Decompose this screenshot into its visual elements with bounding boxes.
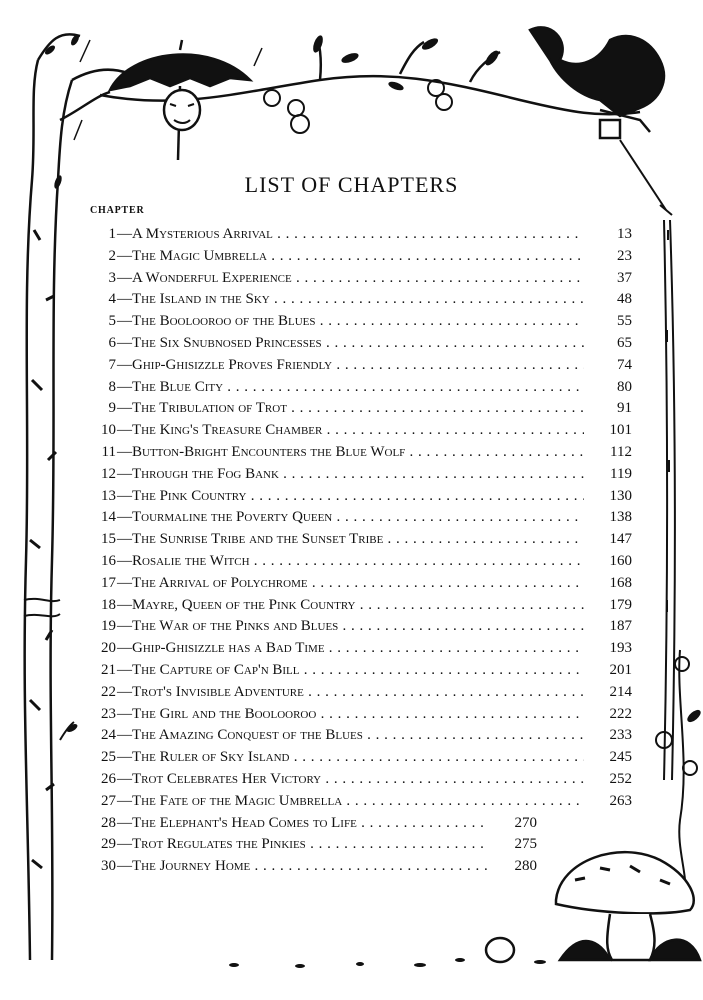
chapter-page-number: 252 — [609, 771, 632, 787]
chapter-page-number: 280 — [514, 858, 537, 875]
chapter-row — [92, 681, 632, 703]
chapter-title: The War of the Pinks and Blues . . . — [132, 615, 584, 637]
chapter-title: Trot's Invisible Adventure . . . — [132, 681, 584, 703]
chapter-row — [92, 572, 632, 594]
chapter-row — [92, 267, 632, 289]
chapter-title: The Journey Home . . . — [132, 855, 489, 877]
figure-illustration-top-right — [530, 27, 664, 138]
chapter-number: 14 — [101, 509, 116, 526]
chapter-number: 24 — [101, 727, 116, 744]
chapter-row — [92, 506, 632, 528]
chapter-dash: — — [117, 662, 132, 678]
chapter-number: 22 — [101, 683, 116, 700]
chapter-page-number: 23 — [617, 247, 632, 264]
chapter-row — [92, 594, 632, 616]
chapter-title: The Capture of Cap'n Bill . . . — [132, 659, 584, 681]
chapter-page-number: 119 — [610, 465, 632, 482]
chapter-row — [92, 812, 537, 834]
chapter-dash: — — [117, 444, 132, 460]
chapter-row — [92, 310, 632, 332]
chapter-dash: — — [117, 771, 132, 787]
chapter-number: 8 — [108, 378, 116, 395]
chapter-row — [92, 463, 632, 485]
chapter-row — [92, 550, 632, 572]
chapter-page-number: 65 — [617, 335, 632, 351]
chapter-number: 5 — [108, 313, 116, 330]
chapter-dash: — — [117, 814, 132, 831]
chapter-page-number: 74 — [617, 356, 632, 373]
chapter-number: 25 — [101, 749, 116, 766]
chapter-number: 17 — [101, 574, 116, 591]
chapter-title: A Wonderful Experience . . . — [132, 267, 584, 289]
chapter-title: Through the Fog Bank . . . — [132, 463, 584, 485]
chapter-dash: — — [117, 683, 132, 700]
chapter-page-number: 201 — [609, 662, 632, 678]
mushroom-illustration — [556, 852, 700, 960]
chapter-number: 23 — [101, 705, 116, 722]
chapter-title: Ghip-Ghisizzle Proves Friendly . . . — [132, 354, 584, 376]
chapter-dash: — — [117, 335, 132, 351]
chapter-dash: — — [117, 858, 132, 875]
chapter-title: The Blue City . . . — [132, 376, 584, 398]
chapter-number: 30 — [101, 858, 116, 875]
chapter-row — [92, 724, 632, 746]
chapter-title: A Mysterious Arrival . . . — [132, 223, 584, 245]
chapter-row — [92, 397, 632, 419]
ground-illustration — [229, 938, 546, 968]
chapter-page-number: 233 — [609, 727, 632, 744]
chapter-title: Rosalie the Witch . . . — [132, 550, 584, 572]
chapter-number: 2 — [108, 247, 116, 264]
chapter-title: The King's Treasure Chamber . . . — [132, 419, 584, 441]
chapter-number: 1 — [108, 226, 116, 242]
chapter-row — [92, 615, 632, 637]
chapter-number: 27 — [101, 792, 116, 809]
chapter-title: Tourmaline the Poverty Queen . . . — [132, 506, 584, 528]
chapter-page-number: 193 — [609, 640, 632, 657]
chapter-dash: — — [117, 705, 132, 722]
chapter-number: 16 — [101, 553, 116, 569]
chapter-page-number: 101 — [609, 422, 632, 439]
chapter-number: 26 — [101, 771, 116, 787]
chapter-title: The Ruler of Sky Island . . . — [132, 746, 584, 768]
chapter-number: 20 — [101, 640, 116, 657]
chapter-page-number: 275 — [514, 836, 537, 853]
chapter-number: 13 — [101, 487, 116, 504]
chapter-page-number: 187 — [609, 618, 632, 635]
chapter-page-number: 55 — [617, 313, 632, 330]
chapter-row — [92, 354, 632, 376]
chapter-page-number: 80 — [617, 378, 632, 395]
chapter-row — [92, 245, 632, 267]
chapter-row — [92, 855, 537, 877]
chapter-page-number: 130 — [609, 487, 632, 504]
chapter-row — [92, 485, 632, 507]
chapter-dash: — — [117, 313, 132, 330]
chapter-title: The Boolooroo of the Blues . . . — [132, 310, 584, 332]
chapter-title: Trot Celebrates Her Victory . . . — [132, 768, 584, 790]
chapter-page-number: 160 — [609, 553, 632, 569]
chapter-dash: — — [117, 509, 132, 526]
chapter-page-number: 179 — [609, 596, 632, 613]
chapter-dash: — — [117, 727, 132, 744]
chapter-number: 28 — [101, 814, 116, 831]
chapter-title: The Magic Umbrella . . . — [132, 245, 584, 267]
chapter-number: 7 — [108, 356, 116, 373]
chapter-dash: — — [117, 487, 132, 504]
chapter-row — [92, 659, 632, 681]
chapter-number: 18 — [101, 596, 116, 613]
chapter-row — [92, 288, 632, 310]
chapter-row — [92, 790, 632, 812]
chapter-number: 29 — [101, 836, 116, 853]
chapter-page-number: 138 — [609, 509, 632, 526]
chapter-dash: — — [117, 422, 132, 439]
chapter-title: The Island in the Sky . . . — [132, 288, 584, 310]
chapter-page-number: 270 — [514, 814, 537, 831]
chapter-dash: — — [117, 640, 132, 657]
chapter-row — [92, 703, 632, 725]
chapter-dash: — — [117, 247, 132, 264]
chapter-dash: — — [117, 269, 132, 286]
chapter-title: The Fate of the Magic Umbrella . . . — [132, 790, 584, 812]
chapter-number: 21 — [101, 662, 116, 678]
chapter-row — [92, 376, 632, 398]
chapter-page-number: 112 — [610, 444, 632, 460]
chapter-page-number: 91 — [617, 400, 632, 417]
chapter-number: 12 — [101, 465, 116, 482]
chapter-dash: — — [117, 226, 132, 242]
chapter-row — [92, 768, 632, 790]
chapter-dash: — — [117, 553, 132, 569]
chapter-title: The Tribulation of Trot . . . — [132, 397, 584, 419]
chapter-page-number: 13 — [617, 226, 632, 242]
chapter-title: The Girl and the Boolooroo . . . — [132, 703, 584, 725]
chapter-column-label: CHAPTER — [90, 205, 145, 216]
chapter-row — [92, 332, 632, 354]
chapter-number: 10 — [101, 422, 116, 439]
chapter-dash: — — [117, 531, 132, 548]
chapter-title: The Elephant's Head Comes to Life . . . — [132, 812, 489, 834]
chapter-page-number: 168 — [609, 574, 632, 591]
chapter-title: Trot Regulates the Pinkies . . . — [132, 833, 489, 855]
chapter-dash: — — [117, 356, 132, 373]
chapter-page-number: 222 — [609, 705, 632, 722]
chapter-title: Ghip-Ghisizzle has a Bad Time . . . — [132, 637, 584, 659]
chapter-number: 4 — [108, 291, 116, 308]
chapter-row — [92, 419, 632, 441]
chapter-dash: — — [117, 400, 132, 417]
chapter-row — [92, 223, 632, 245]
chapter-number: 6 — [108, 335, 116, 351]
chapter-dash: — — [117, 291, 132, 308]
chapter-title: The Six Snubnosed Princesses . . . — [132, 332, 584, 354]
chapter-title: The Sunrise Tribe and the Sunset Tribe . . . — [132, 528, 584, 550]
chapter-page-number: 214 — [609, 683, 632, 700]
chapter-number: 9 — [108, 400, 116, 417]
chapter-dash: — — [117, 618, 132, 635]
chapter-number: 11 — [101, 444, 116, 460]
chapter-number: 15 — [101, 531, 116, 548]
chapter-title: The Pink Country . . . — [132, 485, 584, 507]
chapter-page-number: 263 — [609, 792, 632, 809]
chapter-dash: — — [117, 465, 132, 482]
chapter-dash: — — [117, 378, 132, 395]
chapter-number: 19 — [101, 618, 116, 635]
chapter-page-number: 147 — [609, 531, 632, 548]
chapter-dash: — — [117, 792, 132, 809]
apples-illustration — [264, 80, 452, 133]
chapter-page-number: 245 — [609, 749, 632, 766]
chapter-title: Mayre, Queen of the Pink Country . . . — [132, 594, 584, 616]
chapter-row — [92, 637, 632, 659]
chapter-row — [92, 833, 537, 855]
chapter-page-number: 37 — [617, 269, 632, 286]
chapter-number: 3 — [108, 269, 116, 286]
chapter-dash: — — [117, 596, 132, 613]
chapter-dash: — — [117, 749, 132, 766]
chapter-row — [92, 441, 632, 463]
chapter-dash: — — [117, 574, 132, 591]
chapter-row — [92, 746, 632, 768]
chapter-dash: — — [117, 836, 132, 853]
chapter-title: Button-Bright Encounters the Blue Wolf . . . — [132, 441, 584, 463]
chapter-page-number: 48 — [617, 291, 632, 308]
page-title: LIST OF CHAPTERS — [244, 172, 459, 197]
chapter-row — [92, 528, 632, 550]
chapter-title: The Arrival of Polychrome . . . — [132, 572, 584, 594]
chapter-title: The Amazing Conquest of the Blues . . . — [132, 724, 584, 746]
